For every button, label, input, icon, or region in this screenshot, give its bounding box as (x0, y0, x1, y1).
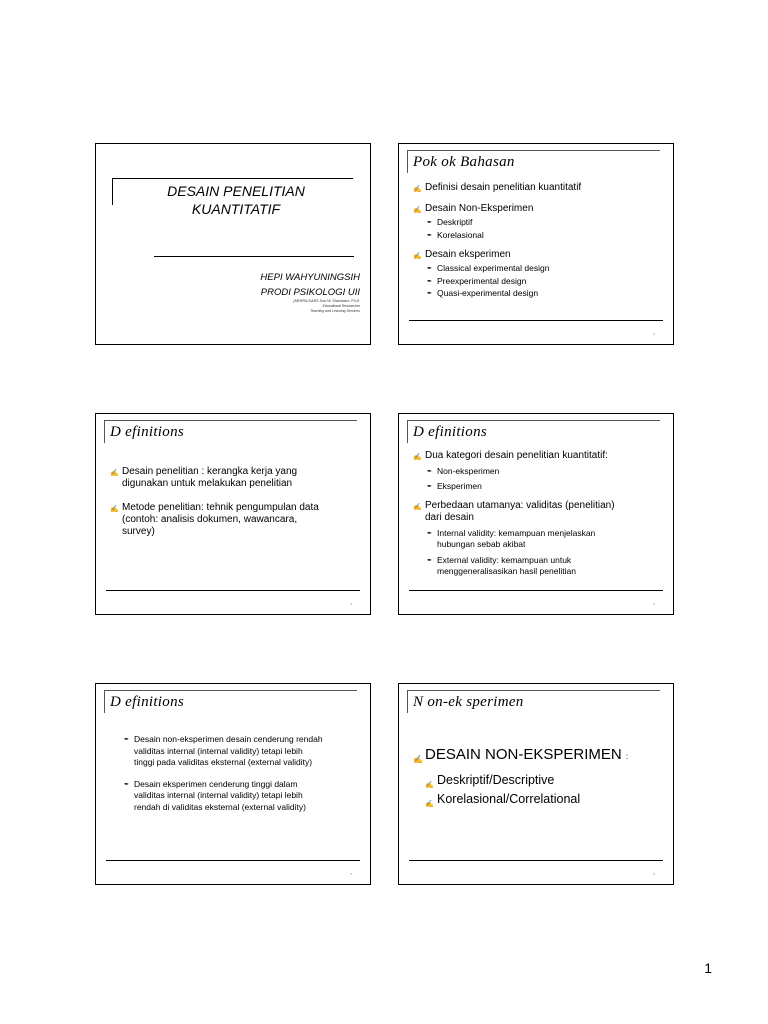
nib-bullet-icon: ✒ (124, 737, 130, 743)
bullet-item (96, 466, 370, 490)
sub-bullet-text: validitas internal (internal validity) tetapi lebih (134, 790, 303, 800)
slide-heading: N on-ek sperimen (413, 694, 524, 710)
slide-body (399, 182, 673, 301)
bullet-item (399, 249, 673, 261)
pen-bullet-icon: ✍ (413, 454, 422, 461)
sub-bullet-text: rendah di validitas eksternal (external validity) (134, 801, 306, 812)
bullet-text: Desain eksperimen (425, 249, 511, 260)
credit-block (293, 299, 360, 314)
bullet-item (399, 182, 673, 194)
footer-line (409, 320, 663, 321)
sub-bullet-item (399, 772, 673, 789)
sub-bullet-item (399, 288, 673, 299)
author-block (260, 270, 360, 300)
slide-heading: D efinitions (110, 424, 185, 440)
bullet-item (399, 746, 673, 766)
sub-bullet-text: Quasi-experimental design (437, 288, 539, 298)
slide-pokok-bahasan (398, 143, 674, 345)
pen-bullet-icon: ✍ (425, 801, 434, 808)
title-line-1: DESAIN PENELITIAN (167, 183, 305, 199)
slide-heading: D efinitions (413, 424, 488, 440)
bullet-item (399, 450, 673, 462)
slide-definitions-2 (398, 413, 674, 615)
title-line-2: KUANTITATIF (191, 201, 281, 217)
bullet-text: Definisi desain penelitian kuantitatif (425, 182, 582, 193)
slide-body (96, 466, 370, 547)
pen-bullet-icon: ✍ (413, 504, 422, 511)
slide-definitions-1 (95, 413, 371, 615)
sub-bullet-text: Classical experimental design (437, 263, 550, 273)
pen-bullet-icon: ✍ (413, 186, 422, 193)
nib-bullet-icon: ✒ (427, 558, 433, 564)
sub-bullet-text: tinggi pada validitas eksternal (external validity) (134, 757, 313, 767)
sub-bullet-text: menggeneralisasikan hasil penelitian (437, 565, 576, 576)
nib-bullet-icon: ✒ (427, 531, 433, 537)
slide-definitions-3 (95, 683, 371, 885)
sub-bullet-text: Deskriptif (437, 217, 473, 227)
colon: : (625, 752, 629, 761)
pen-bullet-icon: ✍ (413, 253, 422, 260)
credit-line: (MERRIL/UARS Sosi W. Shambano, Ph.D. (293, 299, 360, 303)
slide-number: 2 (653, 332, 655, 336)
page-number: 1 (704, 960, 712, 976)
sub-bullet-item (399, 481, 673, 492)
bullet-text: Desain penelitian : kerangka kerja yang (122, 466, 298, 477)
nib-bullet-icon: ✒ (124, 781, 130, 788)
bullet-text: Desain Non-Eksperimen (425, 203, 534, 214)
bullet-text: Perbedaan utamanya: validitas (penelitian) (425, 500, 615, 511)
pen-bullet-icon: ✍ (425, 782, 434, 789)
bullet-text: digunakan untuk melakukan penelitian (122, 478, 293, 489)
slide-number: 6 (653, 872, 655, 876)
bullet-text: (contoh: analisis dokumen, wawancara, (122, 514, 298, 525)
sub-bullet-text: Preexperimental design (437, 275, 527, 286)
nib-bullet-icon: ✒ (427, 483, 433, 490)
slide-number: 3 (350, 602, 352, 606)
sub-bullet-item (399, 466, 673, 477)
bullet-item (399, 203, 673, 215)
footer-line (409, 860, 663, 861)
slide-title-text (116, 182, 356, 218)
nib-bullet-icon: ✒ (427, 220, 433, 226)
pen-bullet-icon: ✍ (413, 755, 423, 764)
footer-line (106, 860, 360, 861)
author-name: HEPI WAHYUNINGSIH (260, 272, 360, 283)
sub-bullet-text: Desain eksperimen cenderung tinggi dalam (134, 778, 298, 789)
sub-bullet-text: Internal validity: kemampuan menjelaskan (437, 528, 596, 538)
sub-bullet-text: Korelasional/Correlational (437, 792, 581, 806)
divider (154, 256, 354, 257)
sub-bullet-text: External validity: kemampuan untuk (437, 555, 572, 565)
slide-number: 5 (350, 872, 352, 876)
bullet-text: survey) (122, 526, 155, 537)
sub-bullet-item (96, 779, 370, 814)
sub-bullet-text: Desain non-eksperimen desain cenderung rendah (134, 734, 323, 744)
sub-bullet-item (399, 230, 673, 241)
pen-bullet-icon: ✍ (110, 470, 119, 477)
footer-line (409, 590, 663, 591)
bullet-item (96, 502, 370, 538)
nib-bullet-icon: ✒ (427, 469, 433, 475)
author-affiliation: PRODI PSIKOLOGI UII (260, 287, 360, 298)
sub-bullet-item (399, 791, 673, 808)
sub-bullet-item (399, 555, 673, 576)
slide-body (399, 450, 673, 578)
slide-body (96, 734, 370, 815)
slide-heading: Pok ok Bahasan (413, 154, 515, 170)
slide-heading: D efinitions (110, 694, 185, 710)
nib-bullet-icon: ✒ (427, 266, 433, 272)
bullet-text: DESAIN NON-EKSPERIMEN (425, 746, 622, 763)
slide-title (95, 143, 371, 345)
nib-bullet-icon: ✒ (427, 232, 433, 239)
sub-bullet-text: hubungan sebab akibat (437, 538, 526, 549)
nib-bullet-icon: ✒ (427, 291, 433, 297)
footer-line (106, 590, 360, 591)
sub-bullet-item (399, 263, 673, 274)
pen-bullet-icon: ✍ (110, 506, 119, 513)
sub-bullet-item (399, 276, 673, 287)
slide-number: 4 (653, 602, 655, 606)
credit-line: Educational Researcher (322, 304, 360, 308)
sub-bullet-item (399, 528, 673, 549)
credit-line: Teaching and Learning Services (310, 309, 360, 313)
sub-bullet-text: Deskriptif/Descriptive (437, 773, 555, 787)
slide-body (399, 746, 673, 810)
nib-bullet-icon: ✒ (427, 278, 433, 285)
sub-bullet-text: validitas internal (internal validity) tetapi lebih (134, 745, 303, 756)
bullet-item (399, 500, 673, 524)
sub-bullet-text: Eksperimen (437, 480, 482, 491)
sub-bullet-text: Non-eksperimen (437, 466, 500, 476)
sub-bullet-item (399, 217, 673, 228)
bullet-text: dari desain (425, 512, 474, 523)
bullet-text: Dua kategori desain penelitian kuantitatif: (425, 450, 608, 461)
pen-bullet-icon: ✍ (413, 207, 422, 214)
sub-bullet-item (96, 734, 370, 769)
bullet-text: Metode penelitian: tehnik pengumpulan data (122, 502, 319, 513)
sub-bullet-text: Korelasional (437, 229, 484, 240)
slide-non-eksperimen (398, 683, 674, 885)
